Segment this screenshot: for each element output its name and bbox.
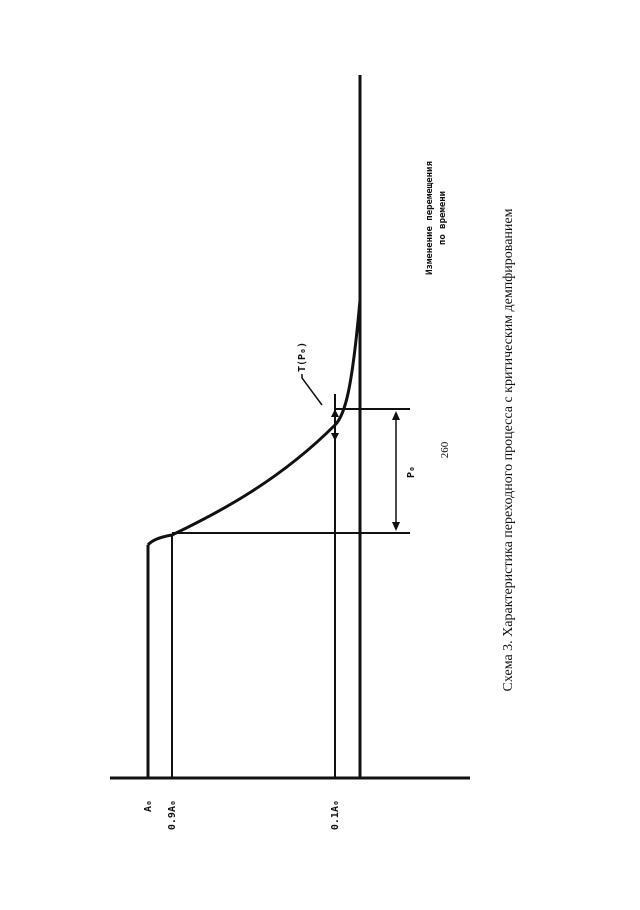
label-a09: 0.9A₀	[167, 800, 178, 831]
p0-arrow-down-icon	[392, 522, 400, 531]
tp0-leader-line	[302, 374, 322, 405]
page-number: 260	[439, 441, 451, 459]
figure-caption: Схема 3. Характеристика переходного процесса с критическим демпфированием	[501, 208, 516, 692]
label-tp0: T(P₀)	[297, 341, 308, 372]
response-curve	[148, 75, 360, 545]
label-p0: P₀	[406, 465, 417, 479]
tp0-arrow-up-icon	[331, 409, 339, 417]
p0-arrow-up-icon	[392, 411, 400, 420]
curve-title-line1: Изменение перемещения	[425, 161, 435, 275]
curve-title-line2: по времени	[438, 190, 448, 246]
label-a0: A₀	[143, 800, 154, 813]
label-a01: 0.1A₀	[330, 800, 341, 831]
tp0-arrow-down-icon	[331, 433, 339, 441]
